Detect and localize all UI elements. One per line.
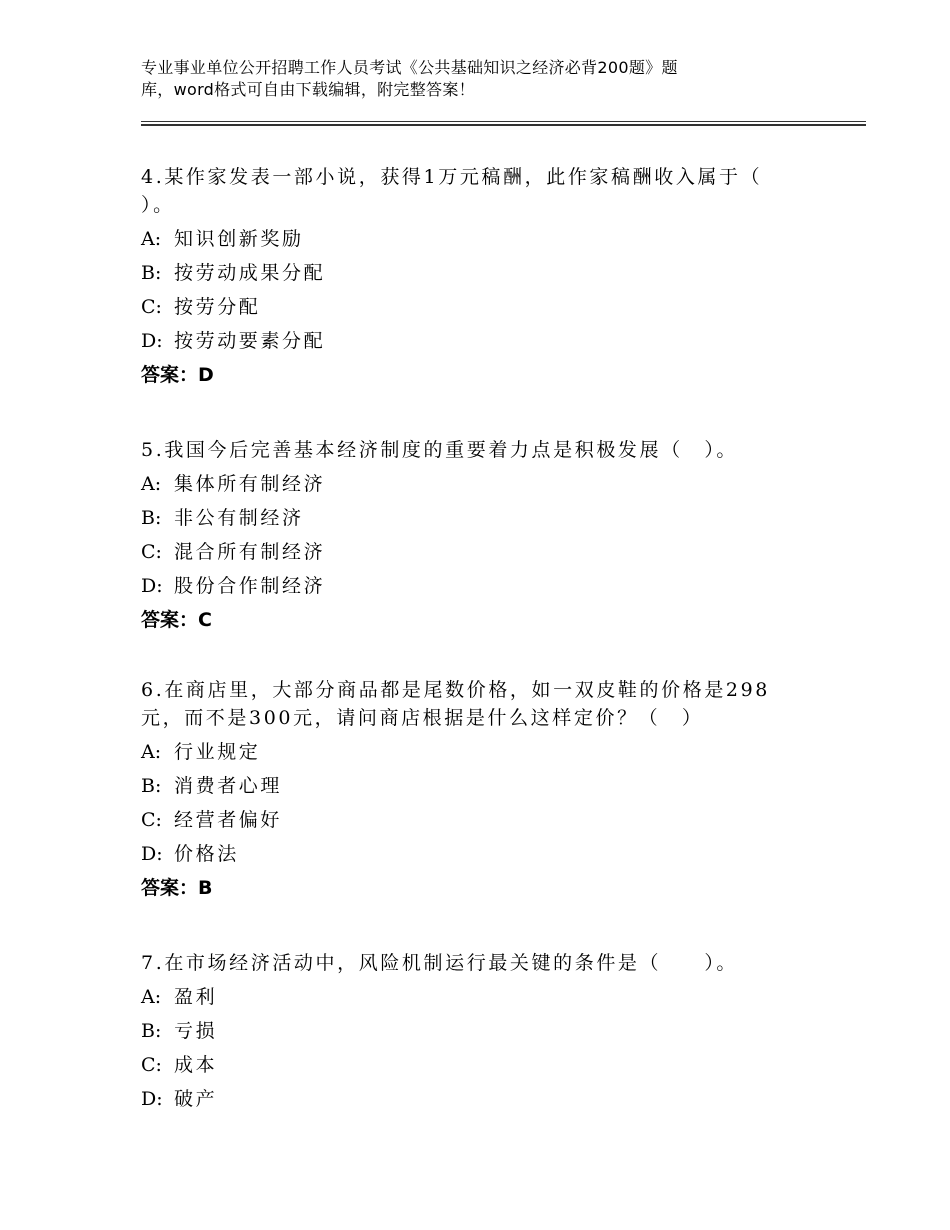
option-label: A: (141, 228, 162, 250)
answer-line: 答案：B (141, 877, 213, 899)
option-a (141, 225, 791, 259)
option-label: B: (141, 262, 162, 284)
option-text: 亏损 (174, 1020, 218, 1042)
option-label: C: (141, 541, 162, 563)
option-text: 集体所有制经济 (174, 473, 326, 495)
option-c (141, 806, 791, 840)
option-text: 价格法 (174, 843, 239, 865)
option-text: 行业规定 (174, 741, 261, 763)
option-d (141, 327, 791, 361)
option-label: C: (141, 1054, 162, 1076)
question-7 (141, 949, 791, 1119)
option-d (141, 572, 791, 606)
document-header (141, 57, 781, 101)
option-label: C: (141, 809, 162, 831)
question-text (141, 949, 791, 977)
option-text: 经营者偏好 (174, 809, 283, 831)
option-d (141, 1085, 791, 1119)
option-a (141, 738, 791, 772)
question-text-line: 4.某作家发表一部小说，获得1万元稿酬，此作家稿酬收入属于（ (141, 166, 763, 188)
option-text: 按劳分配 (174, 296, 261, 318)
option-b (141, 504, 791, 538)
option-d (141, 840, 791, 874)
question-text (141, 163, 791, 219)
option-label: B: (141, 1020, 162, 1042)
option-label: A: (141, 741, 162, 763)
option-c (141, 1051, 791, 1085)
option-c (141, 538, 791, 572)
option-text: 按劳动成果分配 (174, 262, 326, 284)
question-text-line: 5.我国今后完善基本经济制度的重要着力点是积极发展（ ）。 (141, 439, 739, 461)
header-line-2: 库，word格式可自由下载编辑，附完整答案！ (141, 80, 475, 99)
option-text: 非公有制经济 (174, 507, 304, 529)
option-label: C: (141, 296, 162, 318)
option-c (141, 293, 791, 327)
question-text (141, 676, 791, 732)
option-label: D: (141, 843, 163, 865)
option-label: B: (141, 507, 162, 529)
question-text-line: ）。 (141, 194, 175, 216)
question-text (141, 436, 791, 464)
question-4 (141, 163, 791, 389)
header-divider-thin (141, 121, 866, 122)
question-text-line: 6.在商店里，大部分商品都是尾数价格，如一双皮鞋的价格是298 (141, 679, 770, 701)
option-label: A: (141, 473, 162, 495)
header-line-1: 专业事业单位公开招聘工作人员考试《公共基础知识之经济必背200题》题 (141, 58, 678, 77)
option-b (141, 1017, 791, 1051)
answer-line: 答案：D (141, 364, 214, 386)
option-text: 成本 (174, 1054, 218, 1076)
option-b (141, 259, 791, 293)
question-text-line: 7.在市场经济活动中，风险机制运行最关键的条件是（ ）。 (141, 952, 739, 974)
answer-line: 答案：C (141, 609, 212, 631)
option-label: A: (141, 986, 162, 1008)
option-label: D: (141, 1088, 163, 1110)
option-text: 混合所有制经济 (174, 541, 326, 563)
question-text-line: 元，而不是300元，请问商店根据是什么这样定价？（ ） (141, 707, 704, 729)
option-a (141, 983, 791, 1017)
question-6 (141, 676, 791, 902)
option-label: D: (141, 575, 163, 597)
option-text: 消费者心理 (174, 775, 283, 797)
option-label: B: (141, 775, 162, 797)
question-5 (141, 436, 791, 634)
option-text: 知识创新奖励 (174, 228, 304, 250)
option-text: 盈利 (174, 986, 218, 1008)
option-a (141, 470, 791, 504)
option-text: 股份合作制经济 (174, 575, 326, 597)
option-b (141, 772, 791, 806)
option-text: 按劳动要素分配 (174, 330, 326, 352)
header-divider-thick (141, 124, 866, 126)
option-text: 破产 (174, 1088, 218, 1110)
option-label: D: (141, 330, 163, 352)
